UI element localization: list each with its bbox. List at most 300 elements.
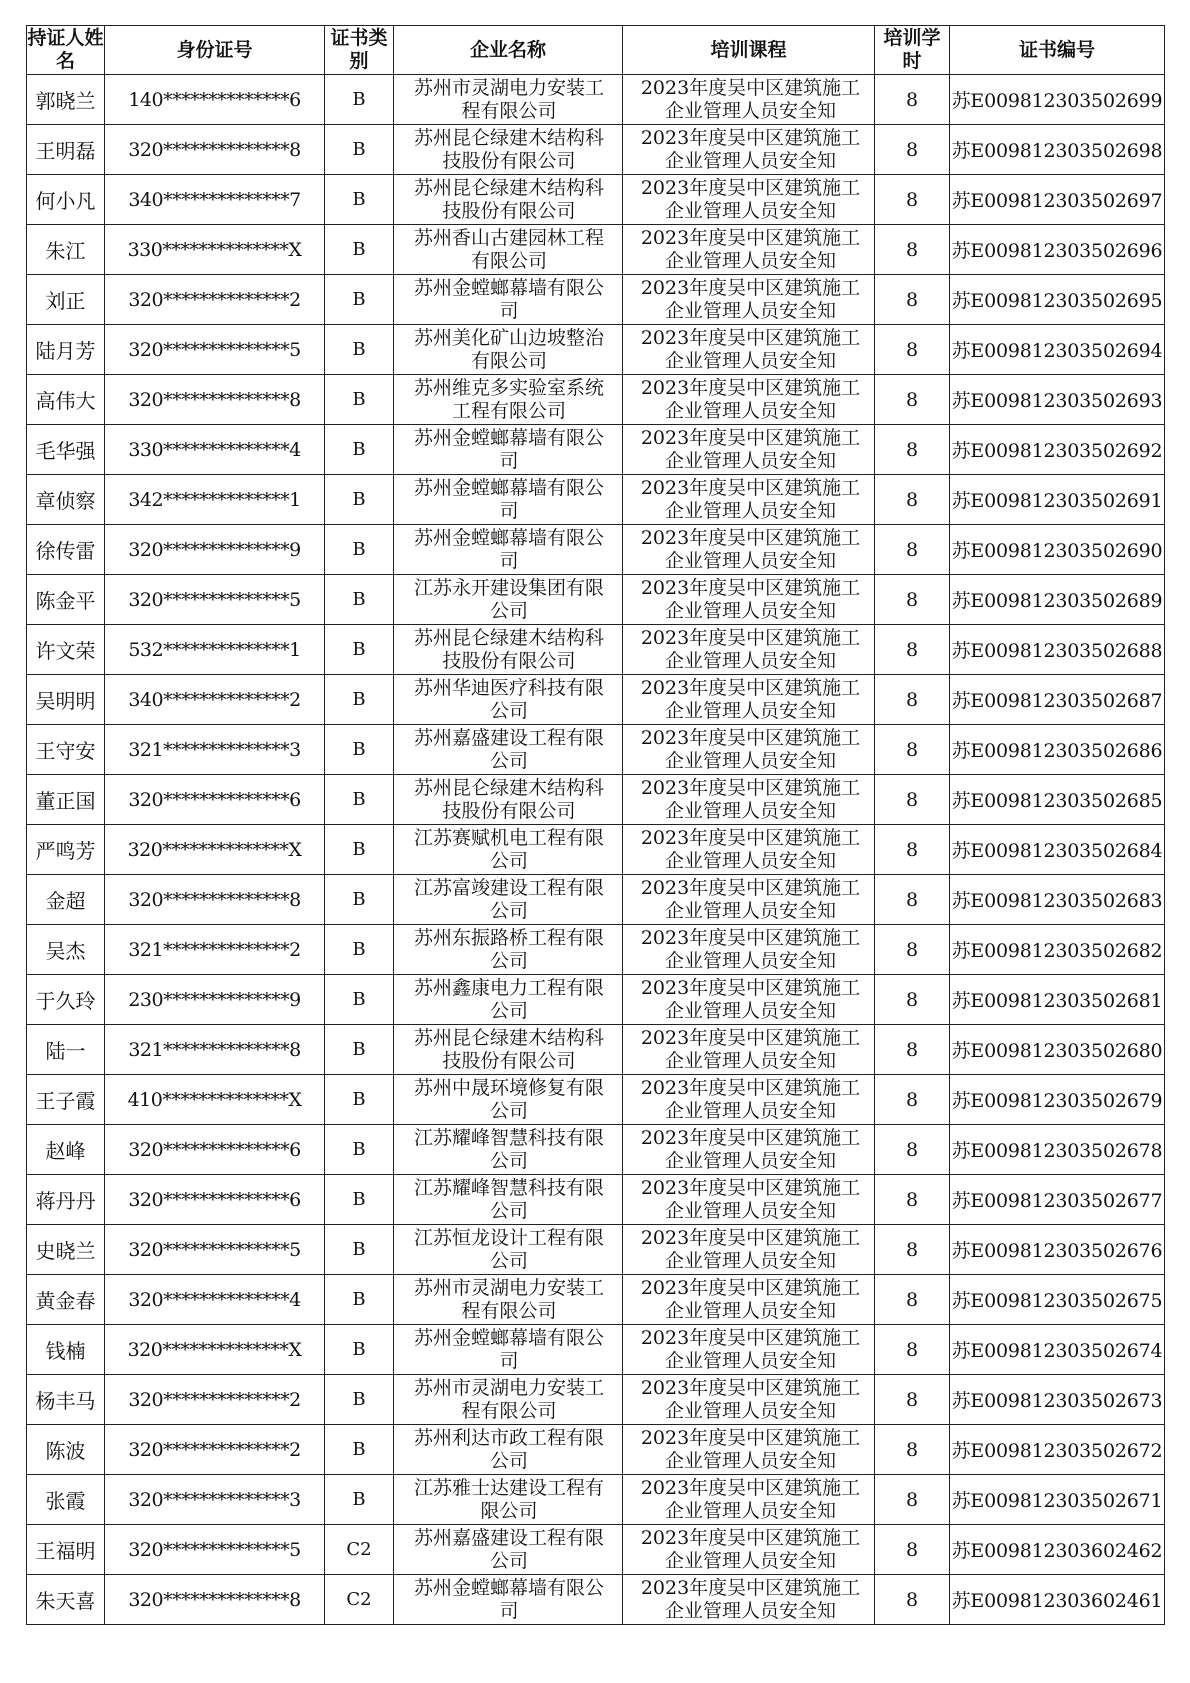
table-row bbox=[27, 1375, 1165, 1425]
training-course-cell-text: 2023年度吴中区建筑施工企业管理人员安全知 bbox=[640, 477, 861, 522]
table-row bbox=[27, 325, 1165, 375]
holder-name-cell: 刘正 bbox=[27, 275, 105, 325]
holder-name-cell: 高伟大 bbox=[27, 375, 105, 425]
cert-type-cell: B bbox=[325, 1075, 394, 1125]
training-course-cell-text: 2023年度吴中区建筑施工企业管理人员安全知 bbox=[640, 1177, 861, 1222]
company-name-cell bbox=[394, 1475, 623, 1525]
training-hours-cell: 8 bbox=[875, 775, 950, 825]
table-row bbox=[27, 1325, 1165, 1375]
company-name-cell-text: 苏州东振路桥工程有限公司 bbox=[413, 927, 604, 972]
id-number-cell: 140**************6 bbox=[105, 75, 325, 125]
cert-type-cell: B bbox=[325, 625, 394, 675]
company-name-cell-text: 苏州昆仑绿建木结构科技股份有限公司 bbox=[413, 1027, 604, 1072]
cert-type-cell: B bbox=[325, 775, 394, 825]
cert-number-cell: 苏E009812303502689 bbox=[950, 575, 1165, 625]
company-name-cell-text: 江苏永开建设集团有限公司 bbox=[413, 577, 604, 622]
company-name-cell-text: 江苏恒龙设计工程有限公司 bbox=[413, 1227, 604, 1272]
cert-type-cell: B bbox=[325, 125, 394, 175]
id-number-cell: 320**************3 bbox=[105, 1475, 325, 1525]
company-name-cell bbox=[394, 475, 623, 525]
cert-number-cell: 苏E009812303502674 bbox=[950, 1325, 1165, 1375]
company-name-cell bbox=[394, 1025, 623, 1075]
table-row bbox=[27, 775, 1165, 825]
cert-number-cell: 苏E009812303502696 bbox=[950, 225, 1165, 275]
cert-type-cell: B bbox=[325, 925, 394, 975]
training-hours-cell: 8 bbox=[875, 825, 950, 875]
company-name-cell bbox=[394, 1575, 623, 1625]
training-hours-cell: 8 bbox=[875, 325, 950, 375]
company-name-cell bbox=[394, 825, 623, 875]
company-name-cell bbox=[394, 1325, 623, 1375]
company-name-cell bbox=[394, 175, 623, 225]
table-row bbox=[27, 1225, 1165, 1275]
training-hours-cell: 8 bbox=[875, 625, 950, 675]
training-course-cell bbox=[623, 975, 875, 1025]
training-hours-cell: 8 bbox=[875, 1325, 950, 1375]
cert-number-cell: 苏E009812303502671 bbox=[950, 1475, 1165, 1525]
training-course-cell bbox=[623, 1275, 875, 1325]
training-course-cell-text: 2023年度吴中区建筑施工企业管理人员安全知 bbox=[640, 127, 861, 172]
cert-number-cell: 苏E009812303502677 bbox=[950, 1175, 1165, 1225]
cert-number-cell: 苏E009812303602461 bbox=[950, 1575, 1165, 1625]
company-name-cell bbox=[394, 1225, 623, 1275]
id-number-cell: 320**************8 bbox=[105, 875, 325, 925]
training-course-cell-text: 2023年度吴中区建筑施工企业管理人员安全知 bbox=[640, 627, 861, 672]
holder-name-cell: 吴明明 bbox=[27, 675, 105, 725]
company-name-cell-text: 苏州金螳螂幕墙有限公司 bbox=[413, 1327, 604, 1372]
table-row bbox=[27, 375, 1165, 425]
cert-type-cell: B bbox=[325, 1325, 394, 1375]
table-row bbox=[27, 625, 1165, 675]
table-row bbox=[27, 925, 1165, 975]
training-course-cell bbox=[623, 1175, 875, 1225]
training-course-cell-text: 2023年度吴中区建筑施工企业管理人员安全知 bbox=[640, 1227, 861, 1272]
company-name-cell-text: 苏州市灵湖电力安装工程有限公司 bbox=[413, 1277, 604, 1322]
holder-name-cell: 许文荣 bbox=[27, 625, 105, 675]
holder-name-cell: 黄金春 bbox=[27, 1275, 105, 1325]
company-name-cell bbox=[394, 1275, 623, 1325]
training-hours-cell: 8 bbox=[875, 1175, 950, 1225]
cert-number-cell: 苏E009812303502673 bbox=[950, 1375, 1165, 1425]
company-name-cell bbox=[394, 1375, 623, 1425]
training-course-cell-text: 2023年度吴中区建筑施工企业管理人员安全知 bbox=[640, 927, 861, 972]
company-name-cell bbox=[394, 875, 623, 925]
holder-name-cell: 钱楠 bbox=[27, 1325, 105, 1375]
id-number-cell: 320**************9 bbox=[105, 525, 325, 575]
training-hours-cell: 8 bbox=[875, 575, 950, 625]
cert-type-cell: B bbox=[325, 1475, 394, 1525]
cert-number-cell: 苏E009812303502697 bbox=[950, 175, 1165, 225]
training-course-cell bbox=[623, 675, 875, 725]
id-number-cell: 320**************6 bbox=[105, 775, 325, 825]
training-hours-cell: 8 bbox=[875, 875, 950, 925]
cert-number-cell: 苏E009812303502693 bbox=[950, 375, 1165, 425]
cert-type-cell: B bbox=[325, 375, 394, 425]
id-number-cell: 230**************9 bbox=[105, 975, 325, 1025]
company-name-cell bbox=[394, 125, 623, 175]
company-name-cell-text: 苏州鑫康电力工程有限公司 bbox=[413, 977, 604, 1022]
training-hours-cell: 8 bbox=[875, 1375, 950, 1425]
training-course-cell-text: 2023年度吴中区建筑施工企业管理人员安全知 bbox=[640, 1577, 861, 1622]
id-number-cell: 340**************7 bbox=[105, 175, 325, 225]
id-number-cell: 320**************8 bbox=[105, 125, 325, 175]
training-hours-cell: 8 bbox=[875, 425, 950, 475]
training-hours-cell: 8 bbox=[875, 975, 950, 1025]
training-course-cell-text: 2023年度吴中区建筑施工企业管理人员安全知 bbox=[640, 1427, 861, 1472]
training-course-cell-text: 2023年度吴中区建筑施工企业管理人员安全知 bbox=[640, 777, 861, 822]
training-course-cell bbox=[623, 525, 875, 575]
id-number-cell: 320**************2 bbox=[105, 275, 325, 325]
training-hours-cell: 8 bbox=[875, 175, 950, 225]
training-hours-cell: 8 bbox=[875, 1025, 950, 1075]
id-number-cell: 320**************6 bbox=[105, 1125, 325, 1175]
company-name-cell-text: 江苏耀峰智慧科技有限公司 bbox=[413, 1127, 604, 1172]
holder-name-cell: 毛华强 bbox=[27, 425, 105, 475]
id-number-cell: 330**************4 bbox=[105, 425, 325, 475]
company-name-cell-text: 江苏赛赋机电工程有限公司 bbox=[413, 827, 604, 872]
cert-number-cell: 苏E009812303502678 bbox=[950, 1125, 1165, 1175]
company-name-cell-text: 苏州金螳螂幕墙有限公司 bbox=[413, 277, 604, 322]
cert-type-cell: B bbox=[325, 525, 394, 575]
training-course-cell bbox=[623, 225, 875, 275]
id-number-cell: 320**************5 bbox=[105, 575, 325, 625]
table-row bbox=[27, 1175, 1165, 1225]
training-course-cell-text: 2023年度吴中区建筑施工企业管理人员安全知 bbox=[640, 577, 861, 622]
company-name-cell-text: 苏州华迪医疗科技有限公司 bbox=[413, 677, 604, 722]
training-course-cell bbox=[623, 1075, 875, 1125]
holder-name-cell: 陆一 bbox=[27, 1025, 105, 1075]
training-hours-cell: 8 bbox=[875, 1075, 950, 1125]
table-row bbox=[27, 975, 1165, 1025]
training-course-cell bbox=[623, 75, 875, 125]
training-course-cell-text: 2023年度吴中区建筑施工企业管理人员安全知 bbox=[640, 377, 861, 422]
cert-number-cell: 苏E009812303502676 bbox=[950, 1225, 1165, 1275]
company-name-cell-text: 江苏耀峰智慧科技有限公司 bbox=[413, 1177, 604, 1222]
holder-name-cell: 陆月芳 bbox=[27, 325, 105, 375]
training-course-cell-text: 2023年度吴中区建筑施工企业管理人员安全知 bbox=[640, 877, 861, 922]
cert-type-cell: B bbox=[325, 75, 394, 125]
holder-name-cell: 郭晓兰 bbox=[27, 75, 105, 125]
table-row bbox=[27, 875, 1165, 925]
cert-type-cell: B bbox=[325, 725, 394, 775]
training-hours-cell: 8 bbox=[875, 525, 950, 575]
holder-name-cell: 于久玲 bbox=[27, 975, 105, 1025]
cert-number-cell: 苏E009812303502681 bbox=[950, 975, 1165, 1025]
header-cert-number: 证书编号 bbox=[950, 26, 1165, 75]
holder-name-cell: 何小凡 bbox=[27, 175, 105, 225]
table-row bbox=[27, 825, 1165, 875]
company-name-cell-text: 苏州昆仑绿建木结构科技股份有限公司 bbox=[413, 127, 604, 172]
training-course-cell bbox=[623, 875, 875, 925]
company-name-cell bbox=[394, 675, 623, 725]
table-row bbox=[27, 1525, 1165, 1575]
training-hours-cell: 8 bbox=[875, 1575, 950, 1625]
holder-name-cell: 朱天喜 bbox=[27, 1575, 105, 1625]
company-name-cell bbox=[394, 275, 623, 325]
training-course-cell-text: 2023年度吴中区建筑施工企业管理人员安全知 bbox=[640, 1027, 861, 1072]
cert-number-cell: 苏E009812303502687 bbox=[950, 675, 1165, 725]
company-name-cell-text: 苏州昆仑绿建木结构科技股份有限公司 bbox=[413, 627, 604, 672]
id-number-cell: 410**************X bbox=[105, 1075, 325, 1125]
training-course-cell bbox=[623, 375, 875, 425]
training-course-cell bbox=[623, 125, 875, 175]
table-row bbox=[27, 575, 1165, 625]
training-course-cell-text: 2023年度吴中区建筑施工企业管理人员安全知 bbox=[640, 327, 861, 372]
training-course-cell bbox=[623, 1375, 875, 1425]
cert-number-cell: 苏E009812303502694 bbox=[950, 325, 1165, 375]
company-name-cell bbox=[394, 325, 623, 375]
company-name-cell bbox=[394, 1125, 623, 1175]
header-training-hours: 培训学时 bbox=[875, 26, 950, 75]
id-number-cell: 321**************3 bbox=[105, 725, 325, 775]
company-name-cell-text: 苏州金螳螂幕墙有限公司 bbox=[413, 427, 604, 472]
cert-number-cell: 苏E009812303502684 bbox=[950, 825, 1165, 875]
training-hours-cell: 8 bbox=[875, 1275, 950, 1325]
training-hours-cell: 8 bbox=[875, 375, 950, 425]
id-number-cell: 320**************5 bbox=[105, 325, 325, 375]
training-hours-cell: 8 bbox=[875, 275, 950, 325]
training-course-cell-text: 2023年度吴中区建筑施工企业管理人员安全知 bbox=[640, 1327, 861, 1372]
id-number-cell: 321**************8 bbox=[105, 1025, 325, 1075]
cert-type-cell: B bbox=[325, 275, 394, 325]
header-holder-name: 持证人姓名 bbox=[27, 26, 105, 75]
cert-number-cell: 苏E009812303502679 bbox=[950, 1075, 1165, 1125]
holder-name-cell: 徐传雷 bbox=[27, 525, 105, 575]
holder-name-cell: 王守安 bbox=[27, 725, 105, 775]
cert-number-cell: 苏E009812303502688 bbox=[950, 625, 1165, 675]
holder-name-cell: 章侦察 bbox=[27, 475, 105, 525]
cert-type-cell: B bbox=[325, 1225, 394, 1275]
training-hours-cell: 8 bbox=[875, 225, 950, 275]
company-name-cell bbox=[394, 75, 623, 125]
company-name-cell-text: 苏州市灵湖电力安装工程有限公司 bbox=[413, 1377, 604, 1422]
holder-name-cell: 陈金平 bbox=[27, 575, 105, 625]
header-id-number: 身份证号 bbox=[105, 26, 325, 75]
training-course-cell-text: 2023年度吴中区建筑施工企业管理人员安全知 bbox=[640, 977, 861, 1022]
training-course-cell bbox=[623, 1475, 875, 1525]
training-hours-cell: 8 bbox=[875, 725, 950, 775]
cert-number-cell: 苏E009812303502682 bbox=[950, 925, 1165, 975]
training-course-cell bbox=[623, 825, 875, 875]
training-hours-cell: 8 bbox=[875, 475, 950, 525]
training-course-cell-text: 2023年度吴中区建筑施工企业管理人员安全知 bbox=[640, 1277, 861, 1322]
training-course-cell bbox=[623, 275, 875, 325]
cert-number-cell: 苏E009812303502680 bbox=[950, 1025, 1165, 1075]
id-number-cell: 320**************6 bbox=[105, 1175, 325, 1225]
company-name-cell-text: 苏州金螳螂幕墙有限公司 bbox=[413, 527, 604, 572]
cert-type-cell: B bbox=[325, 325, 394, 375]
training-course-cell bbox=[623, 575, 875, 625]
holder-name-cell: 朱江 bbox=[27, 225, 105, 275]
id-number-cell: 320**************2 bbox=[105, 1425, 325, 1475]
cert-number-cell: 苏E009812303502672 bbox=[950, 1425, 1165, 1475]
cert-number-cell: 苏E009812303502683 bbox=[950, 875, 1165, 925]
id-number-cell: 320**************2 bbox=[105, 1375, 325, 1425]
holder-name-cell: 王子霞 bbox=[27, 1075, 105, 1125]
company-name-cell bbox=[394, 1075, 623, 1125]
company-name-cell bbox=[394, 425, 623, 475]
holder-name-cell: 董正国 bbox=[27, 775, 105, 825]
training-course-cell-text: 2023年度吴中区建筑施工企业管理人员安全知 bbox=[640, 1527, 861, 1572]
cert-type-cell: B bbox=[325, 1425, 394, 1475]
training-hours-cell: 8 bbox=[875, 1475, 950, 1525]
id-number-cell: 320**************4 bbox=[105, 1275, 325, 1325]
cert-number-cell: 苏E009812303502675 bbox=[950, 1275, 1165, 1325]
training-course-cell-text: 2023年度吴中区建筑施工企业管理人员安全知 bbox=[640, 1127, 861, 1172]
company-name-cell bbox=[394, 1525, 623, 1575]
company-name-cell-text: 苏州香山古建园林工程有限公司 bbox=[413, 227, 604, 272]
cert-type-cell: B bbox=[325, 875, 394, 925]
table-row bbox=[27, 725, 1165, 775]
training-hours-cell: 8 bbox=[875, 75, 950, 125]
company-name-cell-text: 苏州美化矿山边坡整治有限公司 bbox=[413, 327, 604, 372]
cert-number-cell: 苏E009812303502699 bbox=[950, 75, 1165, 125]
table-row bbox=[27, 1025, 1165, 1075]
training-course-cell bbox=[623, 1525, 875, 1575]
training-course-cell-text: 2023年度吴中区建筑施工企业管理人员安全知 bbox=[640, 177, 861, 222]
holder-name-cell: 金超 bbox=[27, 875, 105, 925]
training-hours-cell: 8 bbox=[875, 1525, 950, 1575]
training-course-cell bbox=[623, 625, 875, 675]
company-name-cell-text: 苏州市灵湖电力安装工程有限公司 bbox=[413, 77, 604, 122]
training-course-cell bbox=[623, 425, 875, 475]
table-row bbox=[27, 1575, 1165, 1625]
table-row bbox=[27, 475, 1165, 525]
training-course-cell-text: 2023年度吴中区建筑施工企业管理人员安全知 bbox=[640, 1477, 861, 1522]
company-name-cell bbox=[394, 725, 623, 775]
training-course-cell bbox=[623, 1575, 875, 1625]
certificate-table bbox=[26, 25, 1165, 1625]
table-row bbox=[27, 225, 1165, 275]
id-number-cell: 330**************X bbox=[105, 225, 325, 275]
id-number-cell: 320**************8 bbox=[105, 1575, 325, 1625]
training-course-cell-text: 2023年度吴中区建筑施工企业管理人员安全知 bbox=[640, 827, 861, 872]
cert-number-cell: 苏E009812303502692 bbox=[950, 425, 1165, 475]
id-number-cell: 320**************8 bbox=[105, 375, 325, 425]
company-name-cell-text: 苏州金螳螂幕墙有限公司 bbox=[413, 1577, 604, 1622]
cert-type-cell: B bbox=[325, 575, 394, 625]
cert-number-cell: 苏E009812303502698 bbox=[950, 125, 1165, 175]
training-hours-cell: 8 bbox=[875, 675, 950, 725]
id-number-cell: 340**************2 bbox=[105, 675, 325, 725]
training-course-cell-text: 2023年度吴中区建筑施工企业管理人员安全知 bbox=[640, 277, 861, 322]
header-company-name: 企业名称 bbox=[394, 26, 623, 75]
id-number-cell: 320**************5 bbox=[105, 1225, 325, 1275]
id-number-cell: 320**************X bbox=[105, 825, 325, 875]
training-course-cell-text: 2023年度吴中区建筑施工企业管理人员安全知 bbox=[640, 1377, 861, 1422]
training-course-cell-text: 2023年度吴中区建筑施工企业管理人员安全知 bbox=[640, 677, 861, 722]
company-name-cell bbox=[394, 375, 623, 425]
training-hours-cell: 8 bbox=[875, 1125, 950, 1175]
training-course-cell-text: 2023年度吴中区建筑施工企业管理人员安全知 bbox=[640, 527, 861, 572]
cert-number-cell: 苏E009812303502691 bbox=[950, 475, 1165, 525]
holder-name-cell: 王明磊 bbox=[27, 125, 105, 175]
table-row bbox=[27, 1275, 1165, 1325]
table-row bbox=[27, 1125, 1165, 1175]
holder-name-cell: 蒋丹丹 bbox=[27, 1175, 105, 1225]
training-course-cell bbox=[623, 175, 875, 225]
company-name-cell bbox=[394, 1175, 623, 1225]
table-row bbox=[27, 125, 1165, 175]
holder-name-cell: 严鸣芳 bbox=[27, 825, 105, 875]
cert-type-cell: B bbox=[325, 425, 394, 475]
cert-number-cell: 苏E009812303502695 bbox=[950, 275, 1165, 325]
company-name-cell-text: 苏州金螳螂幕墙有限公司 bbox=[413, 477, 604, 522]
cert-type-cell: B bbox=[325, 975, 394, 1025]
cert-type-cell: B bbox=[325, 675, 394, 725]
company-name-cell-text: 苏州昆仑绿建木结构科技股份有限公司 bbox=[413, 177, 604, 222]
company-name-cell-text: 江苏富竣建设工程有限公司 bbox=[413, 877, 604, 922]
training-hours-cell: 8 bbox=[875, 1225, 950, 1275]
table-row bbox=[27, 1425, 1165, 1475]
id-number-cell: 532**************1 bbox=[105, 625, 325, 675]
training-course-cell bbox=[623, 775, 875, 825]
cert-type-cell: B bbox=[325, 1125, 394, 1175]
holder-name-cell: 吴杰 bbox=[27, 925, 105, 975]
table-row bbox=[27, 75, 1165, 125]
training-course-cell-text: 2023年度吴中区建筑施工企业管理人员安全知 bbox=[640, 77, 861, 122]
training-hours-cell: 8 bbox=[875, 1425, 950, 1475]
company-name-cell bbox=[394, 925, 623, 975]
table-row bbox=[27, 1075, 1165, 1125]
training-course-cell bbox=[623, 1125, 875, 1175]
header-cert-type: 证书类别 bbox=[325, 26, 394, 75]
cert-number-cell: 苏E009812303602462 bbox=[950, 1525, 1165, 1575]
company-name-cell bbox=[394, 225, 623, 275]
training-course-cell-text: 2023年度吴中区建筑施工企业管理人员安全知 bbox=[640, 1077, 861, 1122]
id-number-cell: 342**************1 bbox=[105, 475, 325, 525]
training-course-cell bbox=[623, 1225, 875, 1275]
cert-type-cell: B bbox=[325, 175, 394, 225]
cert-type-cell: B bbox=[325, 1275, 394, 1325]
training-course-cell bbox=[623, 475, 875, 525]
header-training-course: 培训课程 bbox=[623, 26, 875, 75]
id-number-cell: 320**************X bbox=[105, 1325, 325, 1375]
company-name-cell-text: 苏州中晟环境修复有限公司 bbox=[413, 1077, 604, 1122]
holder-name-cell: 张霞 bbox=[27, 1475, 105, 1525]
training-course-cell bbox=[623, 1025, 875, 1075]
cert-number-cell: 苏E009812303502690 bbox=[950, 525, 1165, 575]
cert-number-cell: 苏E009812303502686 bbox=[950, 725, 1165, 775]
table-row bbox=[27, 175, 1165, 225]
id-number-cell: 321**************2 bbox=[105, 925, 325, 975]
table-row bbox=[27, 675, 1165, 725]
training-course-cell bbox=[623, 325, 875, 375]
cert-number-cell: 苏E009812303502685 bbox=[950, 775, 1165, 825]
holder-name-cell: 杨丰马 bbox=[27, 1375, 105, 1425]
table-row bbox=[27, 525, 1165, 575]
training-hours-cell: 8 bbox=[875, 125, 950, 175]
holder-name-cell: 陈波 bbox=[27, 1425, 105, 1475]
holder-name-cell: 史晓兰 bbox=[27, 1225, 105, 1275]
company-name-cell bbox=[394, 1425, 623, 1475]
training-course-cell-text: 2023年度吴中区建筑施工企业管理人员安全知 bbox=[640, 427, 861, 472]
company-name-cell-text: 苏州昆仑绿建木结构科技股份有限公司 bbox=[413, 777, 604, 822]
cert-type-cell: B bbox=[325, 1375, 394, 1425]
cert-type-cell: B bbox=[325, 825, 394, 875]
cert-type-cell: B bbox=[325, 1175, 394, 1225]
training-course-cell bbox=[623, 1425, 875, 1475]
training-course-cell bbox=[623, 1325, 875, 1375]
cert-type-cell: C2 bbox=[325, 1525, 394, 1575]
training-course-cell-text: 2023年度吴中区建筑施工企业管理人员安全知 bbox=[640, 727, 861, 772]
header-row bbox=[27, 26, 1165, 75]
company-name-cell bbox=[394, 975, 623, 1025]
company-name-cell-text: 苏州利达市政工程有限公司 bbox=[413, 1427, 604, 1472]
company-name-cell-text: 苏州维克多实验室系统工程有限公司 bbox=[413, 377, 604, 422]
training-course-cell bbox=[623, 725, 875, 775]
table-row bbox=[27, 1475, 1165, 1525]
